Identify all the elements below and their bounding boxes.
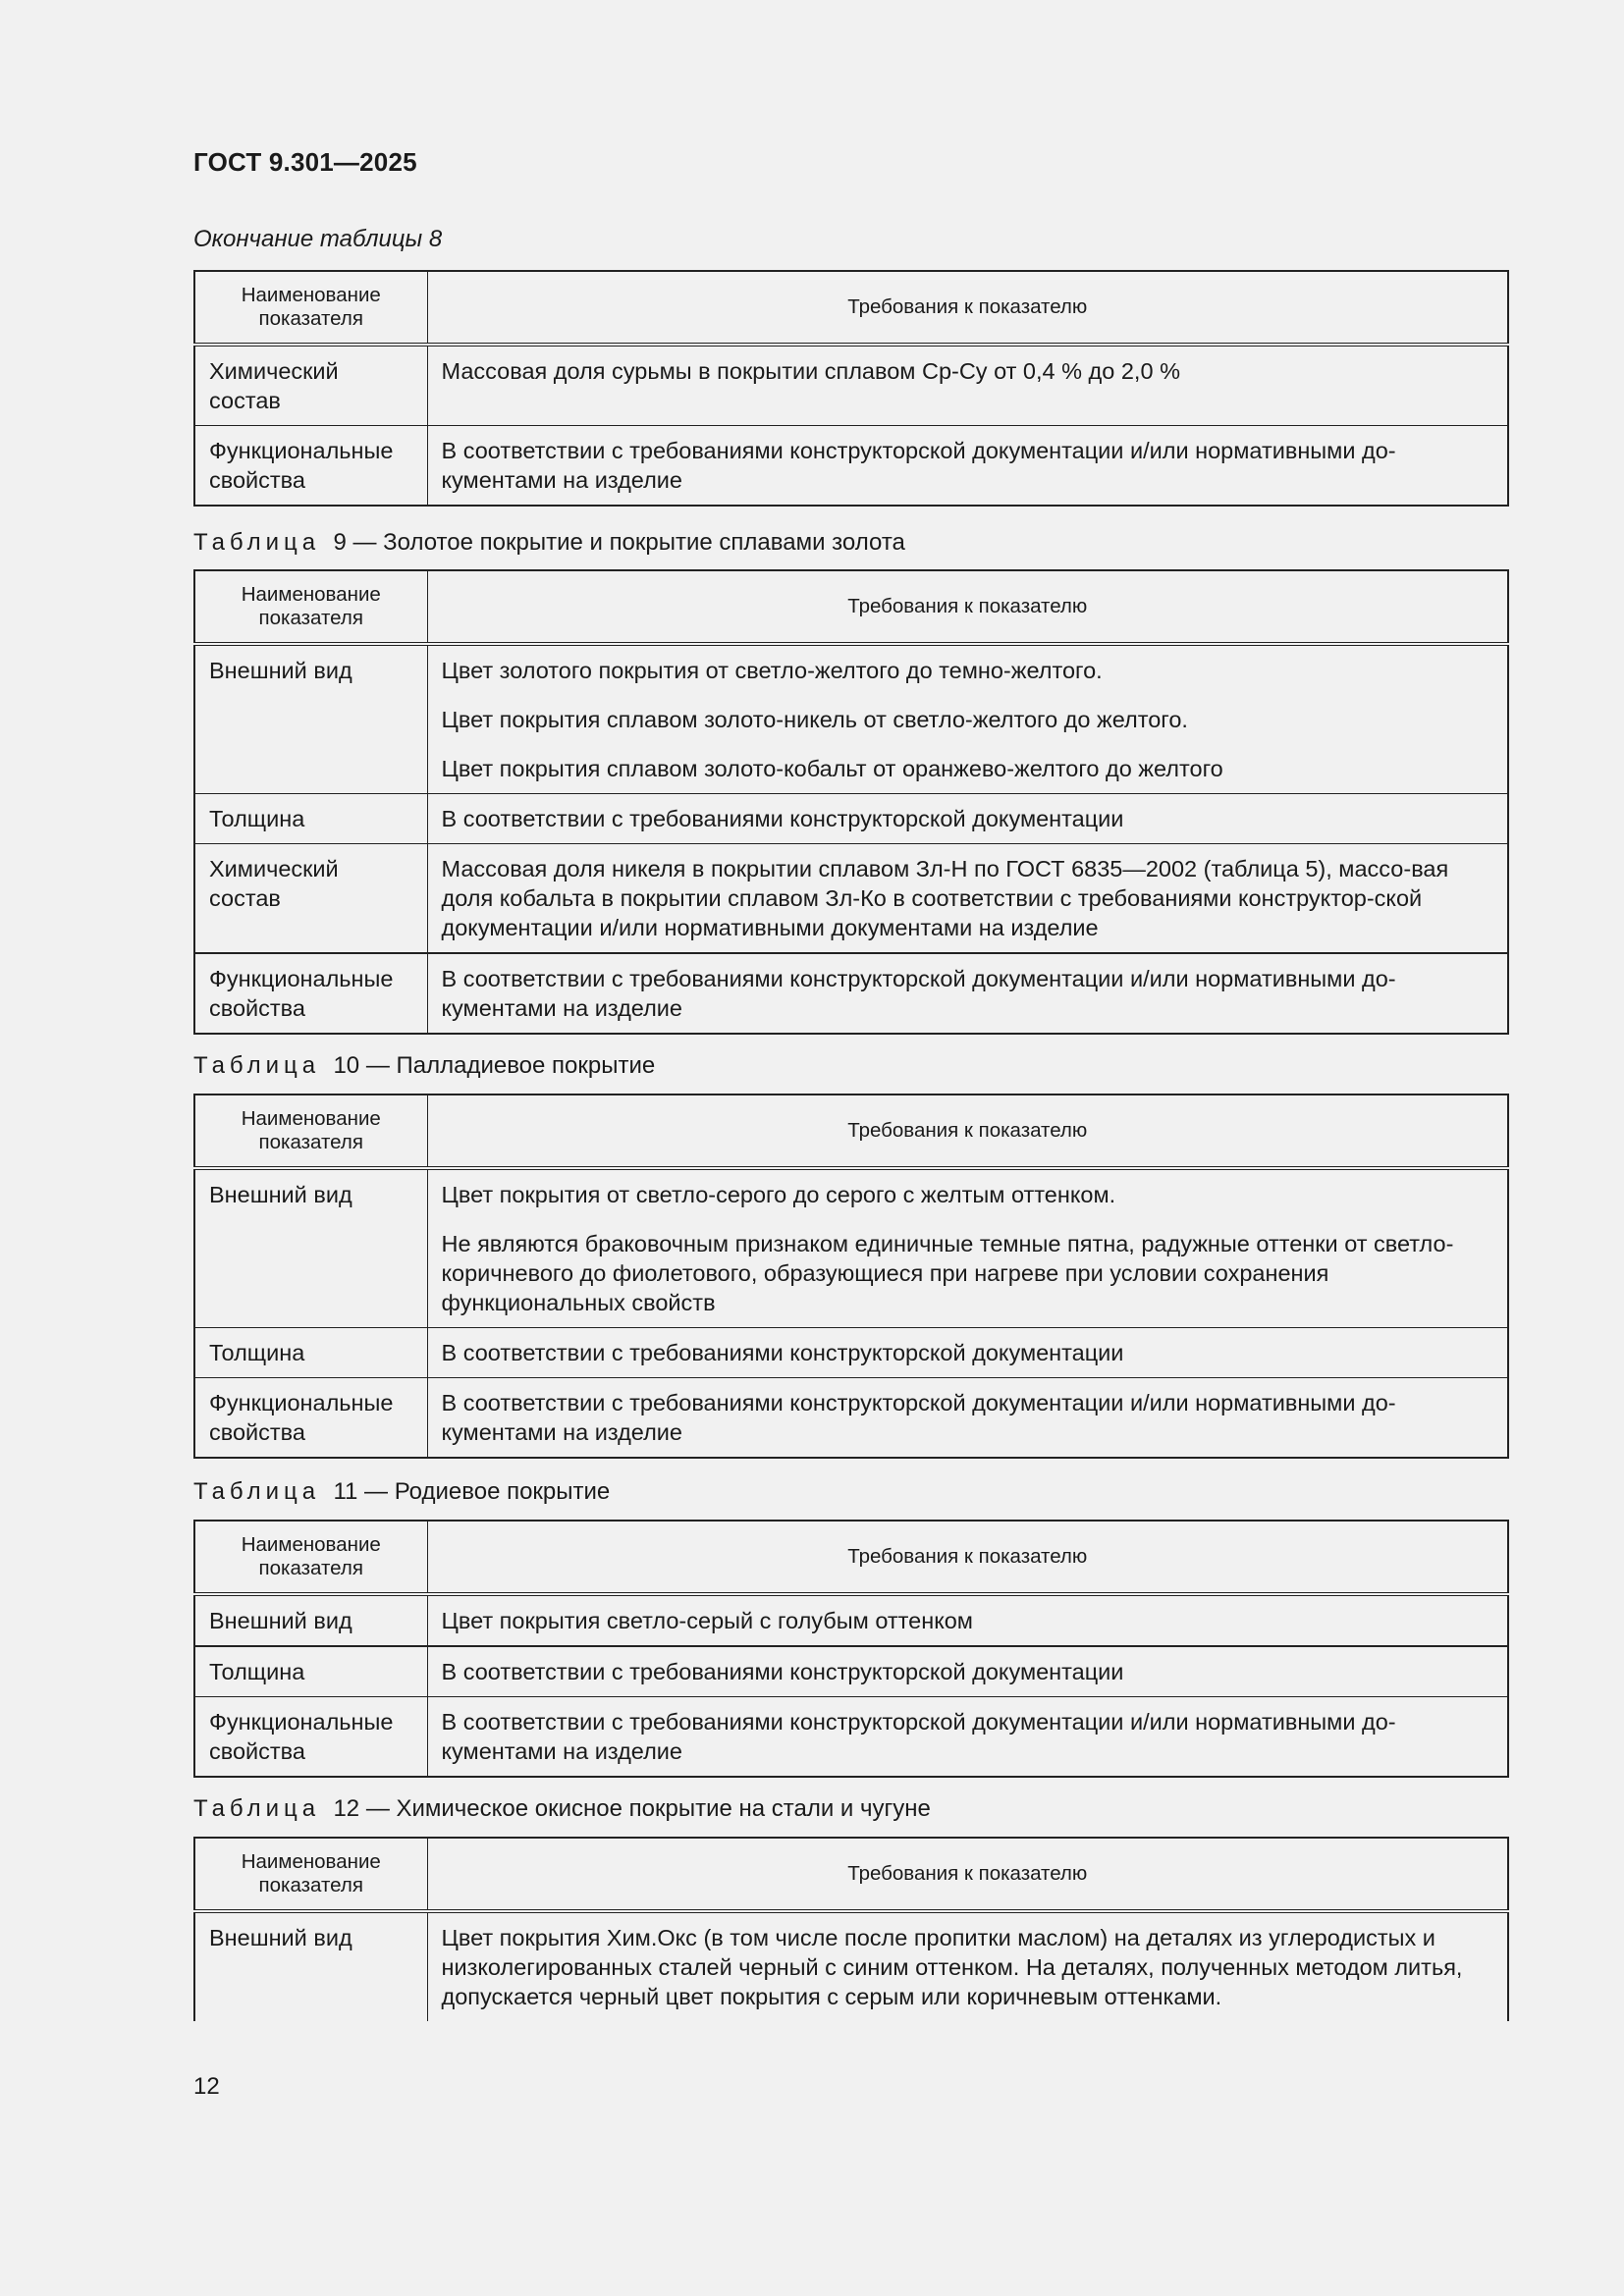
column-header-indicator: Наименование показателя — [194, 1095, 427, 1168]
column-header-requirements: Требования к показателю — [427, 1521, 1508, 1594]
requirement-cell: Цвет покрытия от светло-серого до серого с желтым оттенком. Не являются браковочным признаком единичные темные пятна, радужные оттенки от светло-коричневого до фиолетового, образующиеся при нагреве при условии сохранения функциональных свойств — [427, 1168, 1508, 1328]
table-title: 10 — Палладиевое покрытие — [333, 1052, 656, 1079]
table-label: Таблица — [193, 1795, 321, 1822]
indicator-name: Химический состав — [194, 844, 427, 954]
requirement-cell: В соответствии с требованиями конструкторской документации и/или нормативными до-кументами на изделие — [427, 426, 1508, 507]
table-continuation-label: Окончание таблицы 8 — [193, 226, 443, 252]
requirement-cell: В соответствии с требованиями конструкторской документации и/или нормативными до-кументами на изделие — [427, 1378, 1508, 1459]
table-row — [194, 1697, 1508, 1778]
requirement-cell: Цвет покрытия Хим.Окс (в том числе после пропитки маслом) на деталях из углеродистых и низколегированных сталей черный с синим оттенком. На деталях, полученных методом литья, допускается черный цвет покрытия с серым или коричневым оттенками. — [427, 1911, 1508, 2021]
table-row — [194, 345, 1508, 426]
table-11-caption — [193, 1478, 610, 1506]
table-row — [194, 1911, 1508, 2021]
indicator-name: Внешний вид — [194, 644, 427, 794]
table-label: Таблица — [193, 529, 321, 556]
indicator-name: Толщина — [194, 794, 427, 844]
table-row — [194, 1328, 1508, 1378]
table-9 — [193, 569, 1509, 1035]
requirement-cell: Цвет золотого покрытия от светло-желтого до темно-желтого. Цвет покрытия сплавом золото-никель от светло-желтого до желтого. Цвет покрытия сплавом золото-кобальт от оранжево-желтого до желтого — [427, 644, 1508, 794]
indicator-name: Толщина — [194, 1328, 427, 1378]
indicator-name: Внешний вид — [194, 1911, 427, 2021]
requirement-cell: В соответствии с требованиями конструкторской документации — [427, 1646, 1508, 1697]
page-number: 12 — [193, 2073, 220, 2100]
column-header-indicator: Наименование показателя — [194, 570, 427, 644]
table-10 — [193, 1094, 1509, 1459]
table-row — [194, 953, 1508, 1034]
requirement-cell: Массовая доля сурьмы в покрытии сплавом Ср-Су от 0,4 % до 2,0 % — [427, 345, 1508, 426]
table-9-caption — [193, 529, 905, 557]
table-title: 11 — Родиевое покрытие — [333, 1478, 611, 1505]
indicator-name: Толщина — [194, 1646, 427, 1697]
requirement-cell: Массовая доля никеля в покрытии сплавом Зл-Н по ГОСТ 6835—2002 (таблица 5), массо-вая доля кобальта в покрытии сплавом Зл-Ко в соответствии с требованиями конструктор-ской документации и/или нормативными документами на изделие — [427, 844, 1508, 954]
indicator-name: Функциональные свойства — [194, 426, 427, 507]
table-row — [194, 794, 1508, 844]
column-header-indicator: Наименование показателя — [194, 1838, 427, 1911]
column-header-indicator: Наименование показателя — [194, 271, 427, 345]
table-row — [194, 1378, 1508, 1459]
column-header-requirements: Требования к показателю — [427, 570, 1508, 644]
document-id: ГОСТ 9.301—2025 — [193, 147, 417, 177]
table-11 — [193, 1520, 1509, 1778]
table-10-caption — [193, 1052, 655, 1080]
requirement-cell: В соответствии с требованиями конструкторской документации — [427, 794, 1508, 844]
table-row — [194, 1594, 1508, 1646]
table-title: 9 — Золотое покрытие и покрытие сплавами золота — [333, 529, 905, 556]
indicator-name: Внешний вид — [194, 1168, 427, 1328]
column-header-requirements: Требования к показателю — [427, 271, 1508, 345]
table-12 — [193, 1837, 1509, 2021]
table-row — [194, 1646, 1508, 1697]
table-title: 12 — Химическое окисное покрытие на стали и чугуне — [333, 1795, 931, 1822]
requirement-cell: Цвет покрытия светло-серый с голубым оттенком — [427, 1594, 1508, 1646]
requirement-cell: В соответствии с требованиями конструкторской документации и/или нормативными до-кументами на изделие — [427, 953, 1508, 1034]
table-label: Таблица — [193, 1478, 321, 1505]
requirement-cell: В соответствии с требованиями конструкторской документации — [427, 1328, 1508, 1378]
table-row — [194, 844, 1508, 954]
requirement-cell: В соответствии с требованиями конструкторской документации и/или нормативными до-кументами на изделие — [427, 1697, 1508, 1778]
table-label: Таблица — [193, 1052, 321, 1079]
indicator-name: Внешний вид — [194, 1594, 427, 1646]
table-row — [194, 644, 1508, 794]
indicator-name: Функциональные свойства — [194, 953, 427, 1034]
table-row — [194, 1168, 1508, 1328]
table-12-caption — [193, 1795, 931, 1823]
table-8 — [193, 270, 1509, 507]
indicator-name: Функциональные свойства — [194, 1697, 427, 1778]
column-header-requirements: Требования к показателю — [427, 1095, 1508, 1168]
column-header-requirements: Требования к показателю — [427, 1838, 1508, 1911]
column-header-indicator: Наименование показателя — [194, 1521, 427, 1594]
table-row — [194, 426, 1508, 507]
indicator-name: Функциональные свойства — [194, 1378, 427, 1459]
indicator-name: Химический состав — [194, 345, 427, 426]
